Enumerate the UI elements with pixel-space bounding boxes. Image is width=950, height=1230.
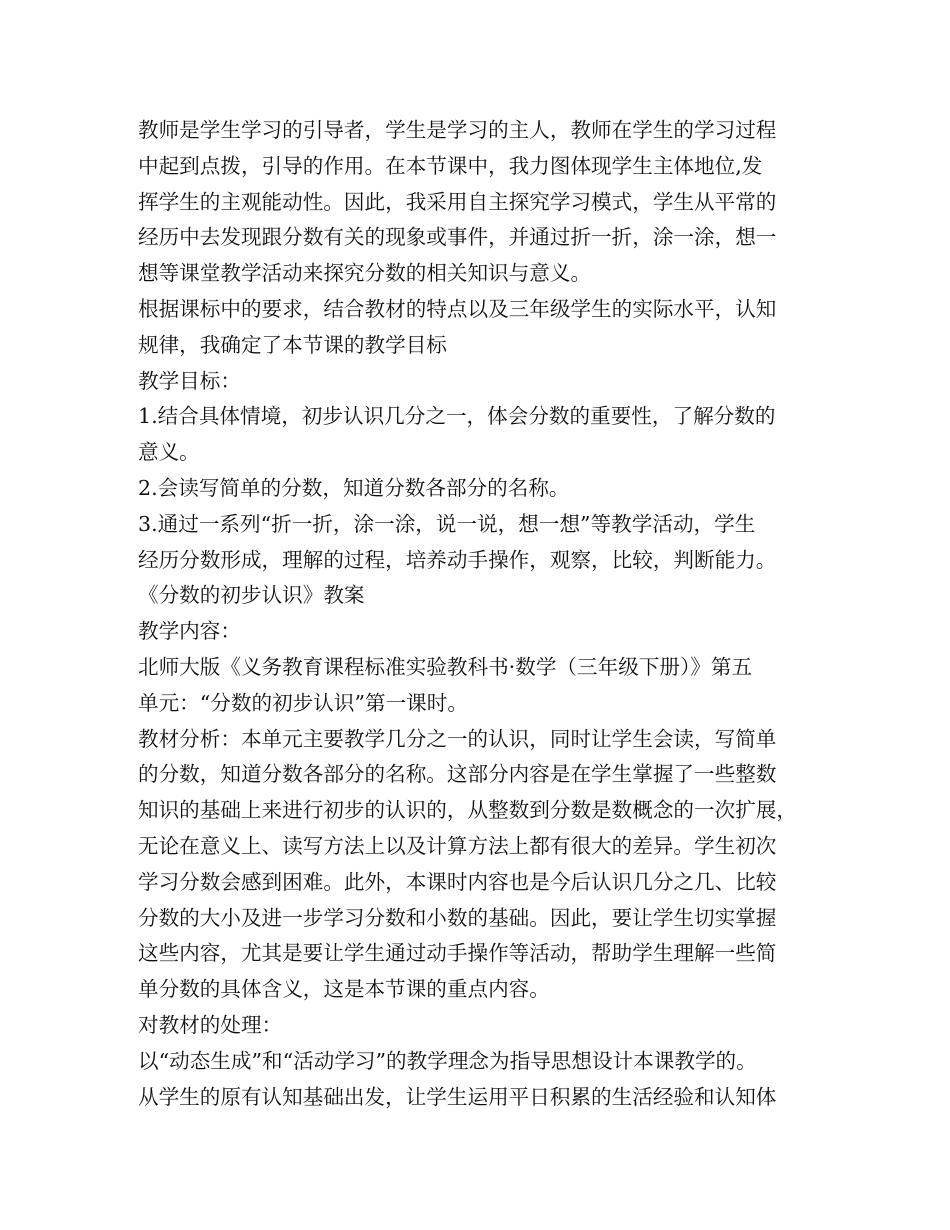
text-line: 从学生的原有认知基础出发，让学生运用平日积累的生活经验和认知体	[138, 1084, 777, 1109]
text-line: 无论在意义上、读写方法上以及计算方法上都有很大的差异。学生初次	[138, 833, 777, 858]
text-line: 规律，我确定了本节课的教学目标	[138, 332, 447, 357]
text-line: 知识的基础上来进行初步的认识的，从整数到分数是数概念的一次扩展，	[138, 798, 797, 823]
document-body	[138, 113, 828, 1115]
text-line: 的分数，知道分数各部分的名称。这部分内容是在学生掌握了一些整数	[138, 762, 777, 787]
text-line: 1.结合具体情境，初步认识几分之一，体会分数的重要性，了解分数的	[138, 404, 776, 429]
text-line: 学习分数会感到困难。此外，本课时内容也是今后认识几分之几、比较	[138, 869, 777, 894]
text-line: 挥学生的主观能动性。因此，我采用自主探究学习模式，学生从平常的	[138, 189, 777, 214]
text-line: 分数的大小及进一步学习分数和小数的基础。因此，要让学生切实掌握	[138, 905, 777, 930]
section-heading: 教学内容：	[138, 619, 241, 644]
text-line: 中起到点拨，引导的作用。在本节课中，我力图体现学生主体地位,发	[138, 153, 763, 178]
text-line: 以“动态生成”和“活动学习”的教学理念为指导思想设计本课教学的。	[138, 1048, 757, 1073]
text-line: 意义。	[138, 440, 200, 465]
section-heading: 教学目标：	[138, 368, 241, 393]
text-line: 北师大版《义务教育课程标准实验教科书·数学（三年级下册）》第五	[138, 654, 753, 679]
text-line: 经历分数形成，理解的过程，培养动手操作，观察，比较，判断能力。	[138, 547, 777, 572]
text-line: 经历中去发现跟分数有关的现象或事件，并通过折一折，涂一涂，想一	[138, 225, 777, 250]
text-line: 教师是学生学习的引导者，学生是学习的主人，教师在学生的学习过程	[138, 118, 777, 142]
document-title: 《分数的初步认识》教案	[138, 583, 365, 608]
text-line: 根据课标中的要求，结合教材的特点以及三年级学生的实际水平，认知	[138, 296, 777, 321]
text-line: 单元：“分数的初步认识”第一课时。	[138, 690, 468, 715]
text-line: 想等课堂教学活动来探究分数的相关知识与意义。	[138, 261, 592, 286]
text-line: 教材分析：本单元主要教学几分之一的认识，同时让学生会读，写简单	[138, 726, 777, 751]
section-heading: 对教材的处理：	[138, 1012, 283, 1037]
text-line: 3.通过一系列“折一折，涂一涂，说一说，想一想”等教学活动，学生	[138, 511, 756, 536]
text-line: 单分数的具体含义，这是本节课的重点内容。	[138, 977, 550, 1002]
text-line: 2.会读写简单的分数，知道分数各部分的名称。	[138, 475, 570, 500]
text-line: 这些内容，尤其是要让学生通过动手操作等活动，帮助学生理解一些简	[138, 941, 777, 966]
